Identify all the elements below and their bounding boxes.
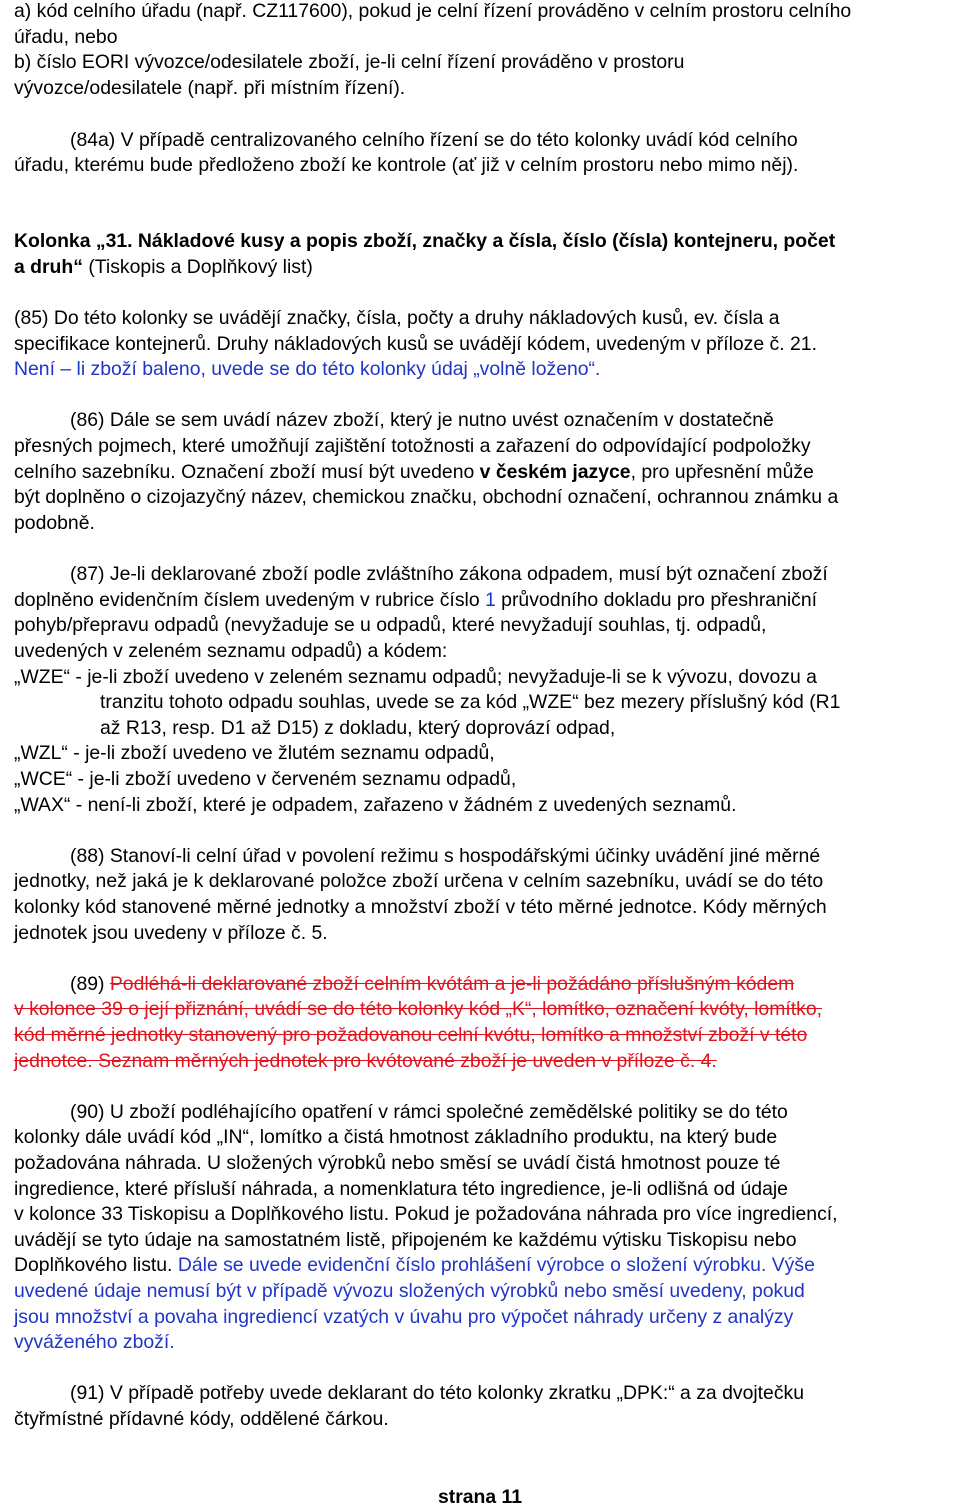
emphasis-bold: v českém jazyce	[479, 461, 631, 483]
paragraph-85-line: (85) Do této kolonky se uvádějí značky, čísla, počty a druhy nákladových kusů, ev. čísla a	[14, 307, 780, 329]
paragraph-88-line: jednotek jsou uvedeny v příloze č. 5.	[14, 922, 328, 944]
paragraph-91-line: čtyřmístné přídavné kódy, oddělené čárkou.	[14, 1408, 389, 1430]
paragraph-90-blue-line: vyváženého zboží.	[14, 1331, 175, 1353]
paragraph-90-blue-line: jsou množství a povaha ingrediencí vzatých v úvahu pro výpočet náhrady určeny z analýzy	[14, 1306, 794, 1328]
text-line: b) číslo EORI vývozce/odesilatele zboží, je-li celní řízení prováděno v prostoru	[14, 51, 685, 73]
paragraph-86-line: podobně.	[14, 512, 95, 534]
paragraph-88-line: jednotky, než jaká je k deklarované položce zboží určena v celním sazebníku, uvádí se do této	[14, 870, 824, 892]
paragraph-88-line: kolonky kód stanovené měrné jednotky a množství zboží v této měrné jednotce. Kódy měrných	[14, 896, 827, 918]
text-span: doplněno evidenčním číslem uvedeným v rubrice číslo	[14, 589, 485, 611]
paragraph-87-line: pohyb/přepravu odpadů (nevyžaduje se u odpadů, které nevyžadují souhlas, tj. odpadů,	[14, 614, 767, 636]
paragraph-84a-line: úřadu, kterému bude předloženo zboží ke kontrole (ať již v celním prostoru nebo mimo něj).	[14, 154, 799, 176]
paragraph-86-line: být doplněno o cizojazyčný název, chemickou značku, obchodní označení, ochrannou známku a	[14, 486, 839, 508]
paragraph-85-line: specifikace kontejnerů. Druhy nákladových kusů se uvádějí kódem, uvedeným v příloze č. 21.	[14, 333, 817, 355]
paragraph-89-line	[70, 971, 794, 997]
paragraph-90-line: požadována náhrada. U složených výrobků nebo směsí se uvádí čistá hmotnost pouze té	[14, 1152, 781, 1174]
text-span: Doplňkového listu.	[14, 1254, 178, 1276]
paragraph-90-line: uvádějí se tyto údaje na samostatném listě, připojeném ke každému výtisku Tiskopisu nebo	[14, 1229, 797, 1251]
deleted-text-line: jednotce. Seznam měrných jednotek pro kvótované zboží je uveden v příloze č. 4.	[14, 1050, 717, 1072]
deleted-text: Podléhá-li deklarované zboží celním kvótám a je-li požádáno příslušným kódem	[109, 973, 795, 995]
page-number: strana 11	[437, 1486, 523, 1508]
paragraph-86-line	[14, 459, 814, 485]
paragraph-87-line	[14, 587, 817, 613]
section-heading	[14, 228, 835, 254]
text-line: a) kód celního úřadu (např. CZ117600), pokud je celní řízení prováděno v celním prostoru celního	[14, 0, 852, 22]
deleted-text-line: v kolonce 39 o její přiznání, uvádí se do této kolonky kód „K“, lomítko, označení kvóty, lomítko,	[14, 998, 822, 1020]
code-wce-line: „WCE“ - je-li zboží uvedeno v červeném seznamu odpadů,	[14, 768, 517, 790]
paragraph-90-blue-line: uvedené údaje nemusí být v případě vývozu složených výrobků nebo směsí uvedeny, pokud	[14, 1280, 805, 1302]
code-wzl-line: „WZL“ - je-li zboží uvedeno ve žlutém seznamu odpadů,	[14, 742, 495, 764]
paragraph-91-line: (91) V případě potřeby uvede deklarant do této kolonky zkratku „DPK:“ a za dvojtečku	[70, 1382, 805, 1404]
blue-number: 1	[485, 589, 496, 611]
paragraph-85-blue-line: Není – li zboží baleno, uvede se do této kolonky údaj „volně loženo“.	[14, 358, 601, 380]
text-span: , pro upřesnění může	[630, 461, 814, 483]
blue-text: Dále se uvede evidenční číslo prohlášení výrobce o složení výrobku. Výše	[177, 1254, 815, 1276]
code-wax-line: „WAX“ - není-li zboží, které je odpadem, zařazeno v žádném z uvedených seznamů.	[14, 794, 737, 816]
code-wze-line: „WZE“ - je-li zboží uvedeno v zeleném seznamu odpadů; nevyžaduje-li se k vývozu, dovozu a	[14, 666, 817, 688]
text-line: vývozce/odesilatele (např. při místním řízení).	[14, 77, 406, 99]
deleted-text-line: kód měrné jednotky stanovený pro požadovanou celní kvótu, lomítko a množství zboží v této	[14, 1024, 808, 1046]
text-line: úřadu, nebo	[14, 26, 118, 48]
code-wze-line: tranzitu tohoto odpadu souhlas, uvede se za kód „WZE“ bez mezery příslušný kód (R1	[100, 691, 841, 713]
paragraph-90-line: kolonky dále uvádí kód „IN“, lomítko a čistá hmotnost základního produktu, na který bude	[14, 1126, 778, 1148]
heading-bold: a druh“	[14, 256, 83, 278]
paragraph-87-line: (87) Je-li deklarované zboží podle zvláštního zákona odpadem, musí být označení zboží	[70, 563, 828, 585]
heading-bold: Kolonka „31. Nákladové kusy a popis zboží, značky a čísla, číslo (čísla) kontejneru, počet	[14, 230, 836, 252]
section-heading-continued	[14, 254, 313, 280]
paragraph-90-line: (90) U zboží podléhajícího opatření v rámci společné zemědělské politiky se do této	[70, 1101, 788, 1123]
paragraph-90-line	[14, 1252, 815, 1278]
paragraph-86-line: přesných pojmech, které umožňují zajištění totožnosti a zařazení do odpovídající podpoložky	[14, 435, 811, 457]
paragraph-87-line: uvedených v zeleném seznamu odpadů) a kódem:	[14, 640, 448, 662]
text-span: průvodního dokladu pro přeshraniční	[495, 589, 818, 611]
code-wze-line: až R13, resp. D1 až D15) z dokladu, který doprovází odpad,	[100, 717, 616, 739]
paragraph-88-line: (88) Stanoví-li celní úřad v povolení režimu s hospodářskými účinky uvádění jiné měrné	[70, 845, 821, 867]
heading-note: (Tiskopis a Doplňkový list)	[82, 256, 313, 278]
paragraph-86-line: (86) Dále se sem uvádí název zboží, který je nutno uvést označením v dostatečně	[70, 409, 774, 431]
text-span: (89)	[70, 973, 110, 995]
text-span: celního sazebníku. Označení zboží musí být uvedeno	[14, 461, 480, 483]
paragraph-90-line: ingredience, které přísluší náhrada, a nomenklatura této ingredience, je-li odlišná od údaje	[14, 1178, 788, 1200]
paragraph-84a-line: (84a) V případě centralizovaného celního řízení se do této kolonky uvádí kód celního	[70, 129, 798, 151]
paragraph-90-line: v kolonce 33 Tiskopisu a Doplňkového listu. Pokud je požadována náhrada pro více ingrediencí,	[14, 1203, 838, 1225]
